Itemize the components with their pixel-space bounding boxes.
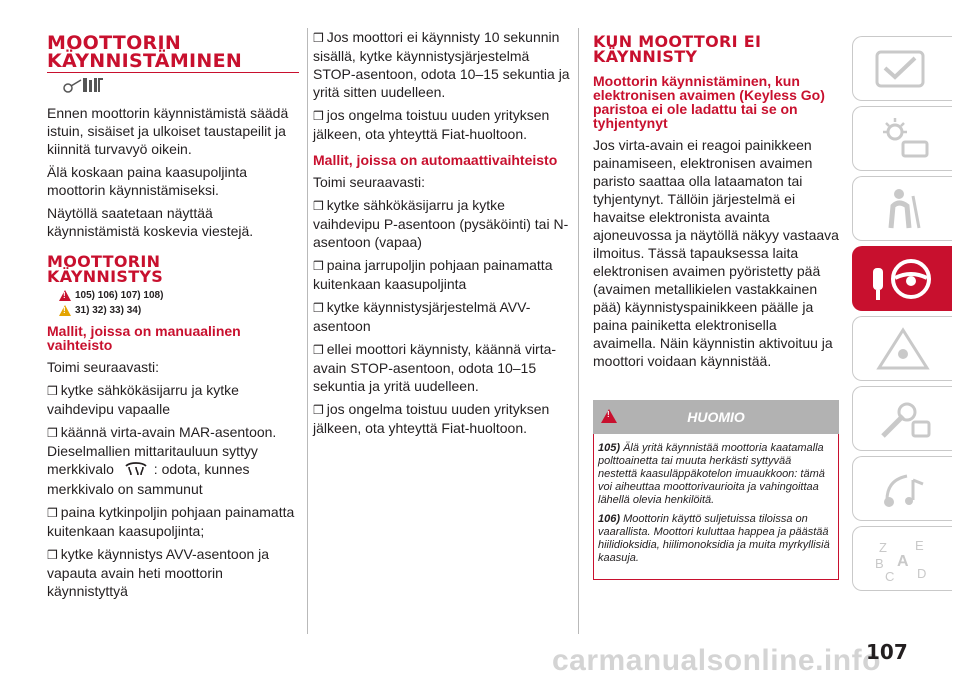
checkbox-bullet-icon: ❒ <box>313 343 324 357</box>
checkbox-bullet-icon: ❒ <box>47 426 58 440</box>
tab-multimedia[interactable] <box>852 456 952 521</box>
list-item: ❒ kytke käynnistysjärjestelmä AVV-asentoon <box>313 299 531 334</box>
svg-text:B: B <box>874 555 884 571</box>
checkbox-bullet-icon: ❒ <box>313 259 324 273</box>
column-2 <box>313 28 571 442</box>
auto-intro: Toimi seuraavasti: <box>313 174 426 190</box>
chapter-tabs <box>852 36 952 596</box>
svg-text:Z: Z <box>878 539 887 555</box>
list-item: ❒ paina jarrupoljin pohjaan painamatta kuitenkaan kaasupoljinta <box>313 257 553 292</box>
section-title: MOOTTORIN KÄYNNISTYS <box>47 252 164 286</box>
intro-paragraph-3: Näytöllä saatetaan näyttää käynnistämistä koskevia viestejä. <box>47 205 254 239</box>
list-item: ❒ Jos moottori ei käynnisty 10 sekunnin sisällä, kytke käynnistysjärjestelmä STOP-asentoon, odota 10–15 sekuntia ja yritä sitten uudelleen. <box>313 29 570 100</box>
column-divider <box>578 28 579 634</box>
caution-refs: ! 31) 32) 33) 34) <box>59 305 299 316</box>
list-item: ❒ kytke sähkökäsijarru ja kytke vaihdevipu P-asentoon (pysäköinti) tai N-asentoon (vapaa) <box>313 197 569 250</box>
list-item: ❒ ellei moottori käynnisty, käännä virta-avain STOP-asentoon, odota 10–15 sekuntia ja yritä uudelleen. <box>313 341 557 394</box>
svg-text:C: C <box>884 568 894 584</box>
manual-transmission-title: Mallit, joissa on manuaalinen vaihteisto <box>47 323 241 353</box>
column-1 <box>47 22 299 605</box>
tab-warning-lights[interactable] <box>852 106 952 171</box>
note-106: 106) Moottorin käyttö suljetuissa tiloissa on vaarallista. Moottori kuluttaa happea ja päästää hiilidioksidia, hiilimonoksidia ja muita myrkyllisiä kaasuja. <box>598 513 830 564</box>
checkbox-bullet-icon: ❒ <box>47 548 58 562</box>
page-number: 107 <box>866 640 908 664</box>
checkbox-bullet-icon: ❒ <box>47 506 58 520</box>
list-item: ❒ kytke sähkökäsijarru ja kytke vaihdevipu vapaalle <box>47 382 239 417</box>
list-item: ❒ jos ongelma toistuu uuden yrityksen jälkeen, ota yhteyttä Fiat-huoltoon. <box>313 107 550 142</box>
main-title: MOOTTORIN KÄYNNISTÄMINEN <box>47 34 299 73</box>
intro-paragraph-1: Ennen moottorin käynnistämistä säädä istuin, sisäiset ja ulkoiset taustapeilit ja kiinnitä turvavyö oikein. <box>47 105 289 157</box>
svg-text:E: E <box>914 537 924 553</box>
checkbox-bullet-icon: ❒ <box>313 403 324 417</box>
tab-safety[interactable] <box>852 176 952 241</box>
warning-lights-icon <box>867 114 939 164</box>
list-item: ❒ paina kytkinpoljin pohjaan painamatta kuitenkaan kaasupoljinta; <box>47 504 295 539</box>
warning-header: ! HUOMIO <box>593 400 839 434</box>
column-divider <box>307 28 308 634</box>
list-item: ❒ kytke käynnistys AVV-asentoon ja vapauta avain heti moottorin käynnistyttyä <box>47 546 270 599</box>
no-start-title: KUN MOOTTORI EI KÄYNNISTY <box>593 32 762 66</box>
watermark: carmanualsonline.info <box>552 644 881 677</box>
seat-belt-icon <box>867 184 939 234</box>
tab-starting-driving[interactable] <box>852 246 952 311</box>
tab-index[interactable] <box>852 526 952 591</box>
warning-refs: ! 105) 106) 107) 108) <box>59 290 299 301</box>
svg-text:A: A <box>896 552 909 570</box>
tab-emergency[interactable] <box>852 316 952 381</box>
phone-music-icon <box>867 464 939 514</box>
automatic-transmission-title: Mallit, joissa on automaattivaihteisto <box>313 152 558 168</box>
caution-icon <box>59 305 71 316</box>
intro-paragraph-2: Älä koskaan paina kaasupoljinta moottorin käynnistämiseksi. <box>47 164 248 198</box>
checkbox-bullet-icon: ❒ <box>313 109 324 123</box>
manual-intro: Toimi seuraavasti: <box>47 359 160 375</box>
alphabet-index-icon <box>867 534 939 584</box>
list-item: ❒ jos ongelma toistuu uuden yrityksen jälkeen, ota yhteyttä Fiat-huoltoon. <box>313 401 550 436</box>
warning-triangle-icon <box>867 324 939 374</box>
warning-notes <box>593 434 839 580</box>
checkbox-bullet-icon: ❒ <box>313 199 324 213</box>
checkbox-bullet-icon: ❒ <box>47 384 58 398</box>
column-3 <box>593 22 839 580</box>
warning-icon <box>601 409 617 423</box>
tab-maintenance[interactable] <box>852 386 952 451</box>
note-105: 105) Älä yritä käynnistää moottoria kaatamalla polttoainetta tai muuta herkästi syttyvää nestettä kaasuläppäkotelon imuaukkoon: tämä voi aiheuttaa moottorivaurioita ja vahingoittaa lähellä olevia henkilöitä. <box>598 442 825 506</box>
keyless-subtitle: Moottorin käynnistäminen, kun elektronisen avaimen (Keyless Go) paristoa ei ole ladattu tai se on tyhjentynyt <box>593 73 825 131</box>
checkbox-bullet-icon: ❒ <box>313 31 324 45</box>
key-steering-wheel-icon <box>867 254 939 304</box>
svg-text:D: D <box>916 565 926 581</box>
maintenance-tools-icon <box>867 394 939 444</box>
list-item: ❒ käännä virta-avain MAR-asentoon. Dieselmallien mittaritauluun syttyy merkkivalo : odota, kunnes merkkivalo on sammunut <box>47 424 277 497</box>
dashboard-check-icon <box>867 44 939 94</box>
glow-plug-icon <box>120 462 152 480</box>
checkbox-bullet-icon: ❒ <box>313 301 324 315</box>
key-ignition-icon <box>59 75 107 95</box>
keyless-body: Jos virta-avain ei reagoi painikkeen painamiseen, elektronisen avaimen paristo saattaa olla lataamaton tai tyhjentynyt. Tällöin järjestelmä ei havaitse elektronista avainta ajoneuvossa ja näytöllä näkyy vastaava ilmoitus. Tässä tapauksessa laita elektronisen avaimen pyöristetty pää (avaimen metallikielen vastakkainen pää) käynnistyspainikkeen päälle ja paina painiketta elektronisella avaimella. Näin käynnistin aktivoituu ja moottori voidaan käynnistää. <box>593 137 839 369</box>
warning-icon <box>59 290 71 301</box>
tab-dashboard[interactable] <box>852 36 952 101</box>
